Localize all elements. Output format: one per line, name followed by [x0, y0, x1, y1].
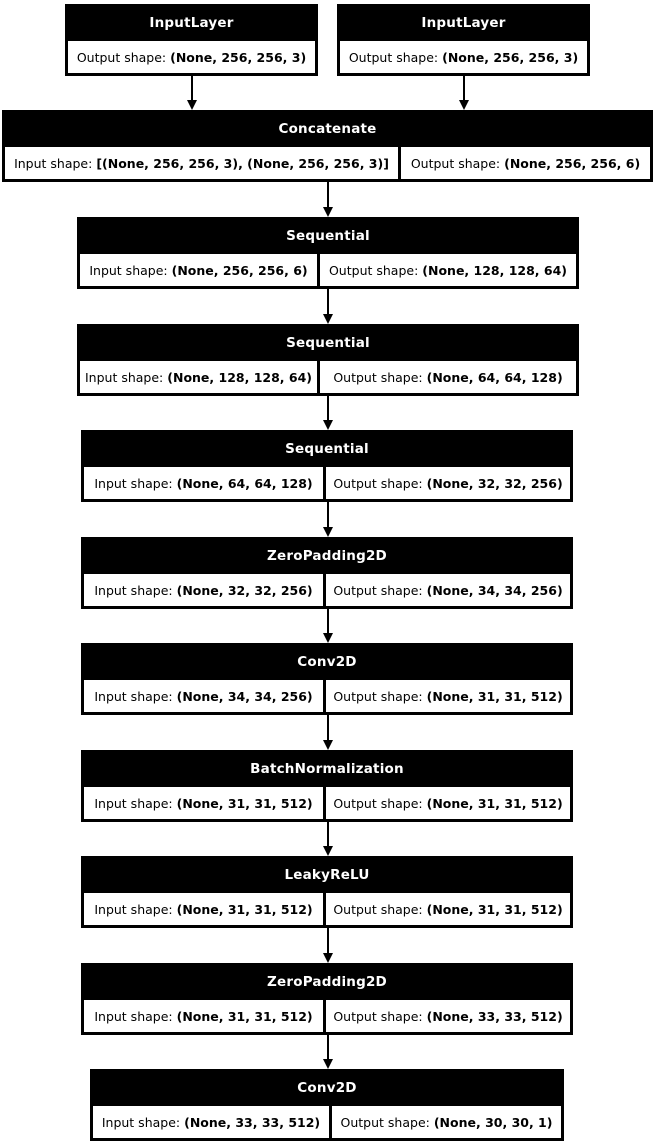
edge-leakyrelu-to-zeropadding2d2 [322, 928, 333, 963]
output-shape-cell [326, 574, 570, 606]
layer-type-title: Sequential [286, 227, 370, 244]
input-shape-value: (None, 32, 32, 256) [176, 582, 313, 598]
output-shape-cell [326, 787, 570, 819]
input-shape-label: Input shape: [14, 155, 93, 171]
output-shape-cell [326, 680, 570, 712]
layer-type-title: Conv2D [297, 653, 357, 670]
node-concatenate [2, 110, 653, 182]
output-shape-cell [326, 467, 570, 499]
output-shape-cell [326, 893, 570, 925]
input-shape-cell [84, 787, 323, 819]
arrowhead-icon [323, 953, 333, 963]
output-shape-cell [320, 254, 576, 286]
output-shape-label: Output shape: [410, 155, 501, 171]
node-conv2d-2 [90, 1069, 564, 1141]
input-shape-value: (None, 128, 128, 64) [167, 369, 312, 385]
edge-conv2d1-to-batchnormalization [322, 715, 333, 750]
arrowhead-icon [323, 740, 333, 750]
input-shape-value: (None, 256, 256, 6) [171, 262, 308, 278]
input-shape-cell [84, 574, 323, 606]
layer-type-title: Conv2D [297, 1079, 357, 1096]
layer-type-title: InputLayer [421, 14, 506, 31]
edge-line [327, 1035, 329, 1061]
edge-batchnormalization-to-leakyrelu [322, 822, 333, 856]
output-shape-value: (None, 31, 31, 512) [426, 795, 563, 811]
edge-line [327, 609, 329, 635]
arrowhead-icon [323, 207, 333, 217]
node-sequential-2 [77, 324, 579, 396]
arrowhead-icon [323, 527, 333, 537]
output-shape-label: Output shape: [340, 1114, 430, 1130]
layer-type-title: BatchNormalization [250, 760, 404, 777]
output-shape-cell [401, 147, 650, 179]
arrowhead-icon [323, 314, 333, 324]
node-zeropadding2d-2 [81, 963, 573, 1035]
output-shape-cell [68, 41, 315, 73]
node-zeropadding2d-1 [81, 537, 573, 609]
layer-type-title: ZeroPadding2D [267, 973, 387, 990]
input-shape-label: Input shape: [94, 1008, 173, 1024]
output-shape-label: Output shape: [333, 369, 423, 385]
input-shape-cell [93, 1106, 329, 1138]
input-shape-value: (None, 31, 31, 512) [176, 901, 313, 917]
arrowhead-icon [187, 100, 197, 110]
edge-inputlayer1-to-concatenate [186, 76, 197, 110]
edge-line [327, 182, 329, 209]
input-shape-label: Input shape: [101, 1114, 181, 1130]
layer-type-title: InputLayer [149, 14, 234, 31]
edge-line [463, 76, 465, 102]
edge-sequential2-to-sequential3 [322, 396, 333, 430]
output-shape-cell [320, 361, 576, 393]
output-shape-value: (None, 128, 128, 64) [422, 262, 568, 278]
arrowhead-icon [323, 1059, 333, 1069]
input-shape-label: Input shape: [89, 262, 168, 278]
node-inputlayer-2 [337, 4, 590, 76]
output-shape-value: (None, 256, 256, 3) [442, 49, 579, 65]
layer-type-title: Concatenate [278, 120, 377, 137]
edge-line [327, 289, 329, 316]
output-shape-label: Output shape: [333, 795, 423, 811]
input-shape-label: Input shape: [94, 475, 173, 491]
output-shape-value: (None, 33, 33, 512) [426, 1008, 563, 1024]
edge-line [327, 715, 329, 742]
edge-sequential3-to-zeropadding2d1 [322, 502, 333, 537]
edge-line [327, 822, 329, 848]
arrowhead-icon [323, 420, 333, 430]
input-shape-label: Input shape: [85, 369, 164, 385]
edge-line [327, 502, 329, 529]
input-shape-cell [5, 147, 398, 179]
output-shape-value: (None, 256, 256, 6) [504, 155, 641, 171]
output-shape-label: Output shape: [333, 901, 423, 917]
output-shape-value: (None, 256, 256, 3) [170, 49, 307, 65]
input-shape-value: (None, 31, 31, 512) [176, 1008, 313, 1024]
output-shape-label: Output shape: [76, 49, 167, 65]
output-shape-value: (None, 30, 30, 1) [433, 1114, 553, 1130]
input-shape-cell [84, 1000, 323, 1032]
edge-line [327, 396, 329, 422]
node-leakyrelu [81, 856, 573, 928]
edge-inputlayer2-to-concatenate [458, 76, 469, 110]
input-shape-label: Input shape: [94, 688, 173, 704]
input-shape-cell [84, 467, 323, 499]
layer-type-title: ZeroPadding2D [267, 547, 387, 564]
output-shape-value: (None, 64, 64, 128) [426, 369, 563, 385]
input-shape-value: (None, 31, 31, 512) [176, 795, 313, 811]
input-shape-cell [80, 254, 317, 286]
output-shape-value: (None, 31, 31, 512) [426, 901, 563, 917]
arrowhead-icon [459, 100, 469, 110]
edge-zeropadding2d1-to-conv2d1 [322, 609, 333, 643]
input-shape-value: (None, 33, 33, 512) [184, 1114, 321, 1130]
input-shape-cell [84, 893, 323, 925]
layer-type-title: Sequential [286, 334, 370, 351]
output-shape-value: (None, 34, 34, 256) [426, 582, 563, 598]
input-shape-label: Input shape: [94, 582, 173, 598]
edge-sequential1-to-sequential2 [322, 289, 333, 324]
output-shape-label: Output shape: [333, 475, 423, 491]
edge-zeropadding2d2-to-conv2d2 [322, 1035, 333, 1069]
output-shape-value: (None, 32, 32, 256) [426, 475, 563, 491]
input-shape-value: [(None, 256, 256, 3), (None, 256, 256, 3)] [96, 155, 389, 171]
input-shape-label: Input shape: [94, 901, 173, 917]
arrowhead-icon [323, 633, 333, 643]
output-shape-cell [340, 41, 587, 73]
layer-type-title: LeakyReLU [284, 866, 370, 883]
input-shape-label: Input shape: [94, 795, 173, 811]
output-shape-cell [326, 1000, 570, 1032]
input-shape-value: (None, 34, 34, 256) [176, 688, 313, 704]
output-shape-label: Output shape: [333, 582, 423, 598]
layer-type-title: Sequential [285, 440, 369, 457]
arrowhead-icon [323, 846, 333, 856]
output-shape-label: Output shape: [348, 49, 439, 65]
input-shape-cell [80, 361, 317, 393]
output-shape-label: Output shape: [333, 688, 423, 704]
node-sequential-1 [77, 217, 579, 289]
output-shape-label: Output shape: [328, 262, 419, 278]
node-conv2d-1 [81, 643, 573, 715]
node-inputlayer-1 [65, 4, 318, 76]
output-shape-value: (None, 31, 31, 512) [426, 688, 563, 704]
node-batchnormalization [81, 750, 573, 822]
input-shape-value: (None, 64, 64, 128) [176, 475, 313, 491]
node-sequential-3 [81, 430, 573, 502]
output-shape-label: Output shape: [333, 1008, 423, 1024]
edge-concatenate-to-sequential1 [322, 182, 333, 217]
output-shape-cell [332, 1106, 561, 1138]
edge-line [191, 76, 193, 102]
input-shape-cell [84, 680, 323, 712]
edge-line [327, 928, 329, 955]
